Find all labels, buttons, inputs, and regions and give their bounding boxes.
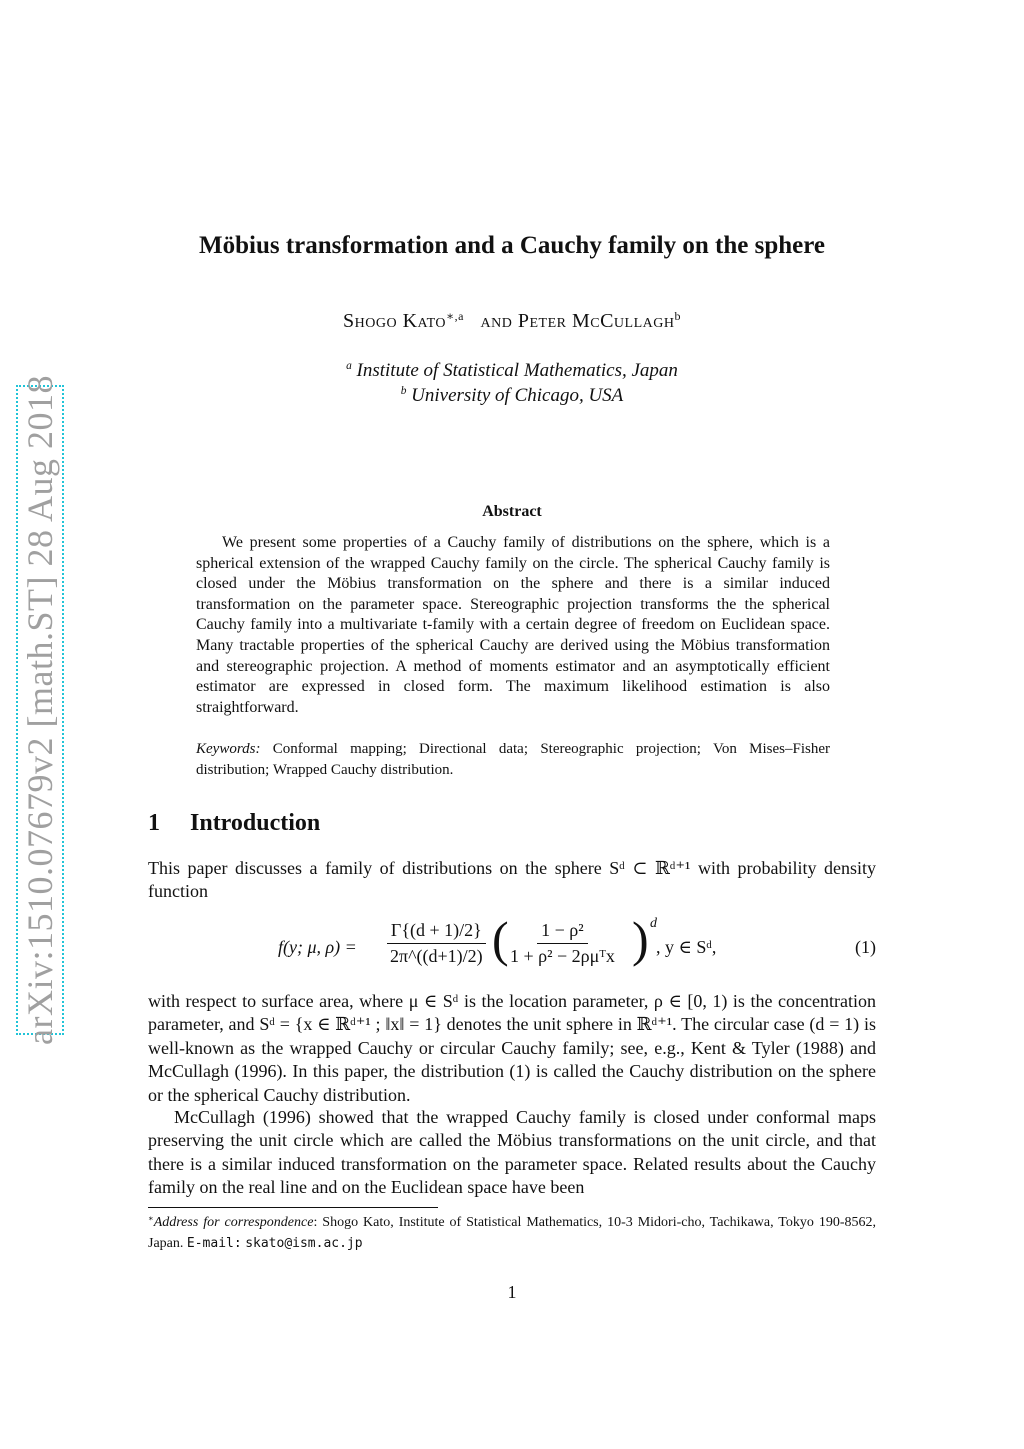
equation-right-paren: ) (632, 911, 649, 967)
footnote-label: Address for correspondence (153, 1215, 314, 1230)
equation-fraction-2 (506, 920, 619, 967)
equation-lhs: f(y; μ, ρ) = (278, 937, 357, 957)
page-number: 1 (507, 1282, 517, 1302)
affiliation-1 (0, 360, 1024, 382)
equation-label: (1) (855, 937, 876, 957)
section-title: Introduction (190, 810, 321, 836)
keywords-label: Keywords: (196, 741, 261, 757)
section-heading (148, 810, 320, 837)
equation-domain: , y ∈ Sᵈ, (656, 937, 717, 957)
equation-den-2: 1 + ρ² − 2ρμᵀx (510, 946, 615, 966)
authors (0, 310, 1024, 333)
equation-num-2: 1 − ρ² (537, 920, 588, 944)
footnote-email[interactable]: skato@ism.ac.jp (245, 1236, 363, 1251)
equation-1 (148, 911, 876, 980)
author-conj: and (480, 310, 513, 332)
equation-den-1: 2π^((d+1)/2) (390, 946, 483, 966)
footnote-email-label: E-mail: (186, 1236, 242, 1251)
arxiv-stamp (16, 375, 64, 1045)
affil2-text: University of Chicago, USA (411, 385, 624, 406)
section-number: 1 (148, 810, 160, 836)
abstract-body: We present some properties of a Cauchy family of distributions on the sphere, which is a spherical extension of the wrapped Cauchy family on the circle. The spherical Cauchy family is closed under the Möbius transformation on the sphere and there is a similar induced transformation on the parameter space. Stereographic projection transforms the the spherical Cauchy family into a multivariate t-family with a certain degree of freedom on Euclidean space. Many tractable properties of the spherical Cauchy are derived using the Möbius transformation and stereographic projection. A method of moments estimator and an asymptotically efficient estimator are expressed in closed form. The maximum likelihood estimation is also straightforward. (196, 534, 830, 716)
intro-paragraph-3: McCullagh (1996) showed that the wrapped Cauchy family is closed under conformal maps preserving the unit circle which are called the Möbius transformations on the unit circle, and that there is a similar induced transformation on the parameter space. Related results about the Cauchy family on the real line and on the Euclidean space have been (148, 1107, 876, 1198)
affiliation-2 (0, 385, 1024, 407)
footnote-mark: ∗ (148, 1213, 154, 1223)
author-mccullagh-sup: b (674, 308, 681, 323)
equation-power: d (650, 916, 657, 931)
paper-title: Möbius transformation and a Cauchy family on the sphere (199, 232, 825, 259)
equation-fraction-1 (386, 920, 487, 967)
affil1-text: Institute of Statistical Mathematics, Japan (356, 360, 678, 381)
equation-left-paren: ( (492, 911, 509, 967)
affil2-sup: b (400, 385, 407, 398)
intro-paragraph-2: with respect to surface area, where μ ∈ Sᵈ is the location parameter, ρ ∈ [0, 1) is the concentration parameter, and Sᵈ = {x ∈ ℝᵈ⁺¹ ; ‖x‖ = 1} denotes the unit sphere in ℝᵈ⁺¹. The circular case (d = 1) is well-known as the wrapped Cauchy or circular Cauchy family; see, e.g., Kent & Tyler (1988) and McCullagh (1996). In this paper, the distribution (1) is called the Cauchy distribution on the sphere or the spherical Cauchy distribution. (148, 991, 876, 1105)
arxiv-stamp-text: arXiv:1510.07679v2 [math.ST] 28 Aug 2018 (20, 375, 60, 1045)
author-kato-sup: ∗,a (446, 308, 464, 323)
abstract-heading: Abstract (482, 503, 542, 520)
keywords (196, 739, 830, 781)
author-mccullagh: Peter McCullagh (517, 310, 675, 332)
author-kato: Shogo Kato (343, 310, 447, 332)
footnote-rule (148, 1207, 438, 1208)
equation-num-1: Γ{(d + 1)/2} (387, 920, 486, 944)
affil1-sup: a (346, 360, 352, 373)
intro-paragraph-1: This paper discusses a family of distributions on the sphere Sᵈ ⊂ ℝᵈ⁺¹ with probability density function (148, 858, 876, 902)
footnote-text: : Shogo Kato, Institute of Statistical Mathematics, 10-3 Midori-cho, Tachikawa, Tokyo 190-8562, Japan. (148, 1215, 876, 1251)
keywords-text: Conformal mapping; Directional data; Stereographic projection; Von Mises–Fisher distribution; Wrapped Cauchy distribution. (196, 741, 831, 778)
footnote (148, 1212, 876, 1254)
